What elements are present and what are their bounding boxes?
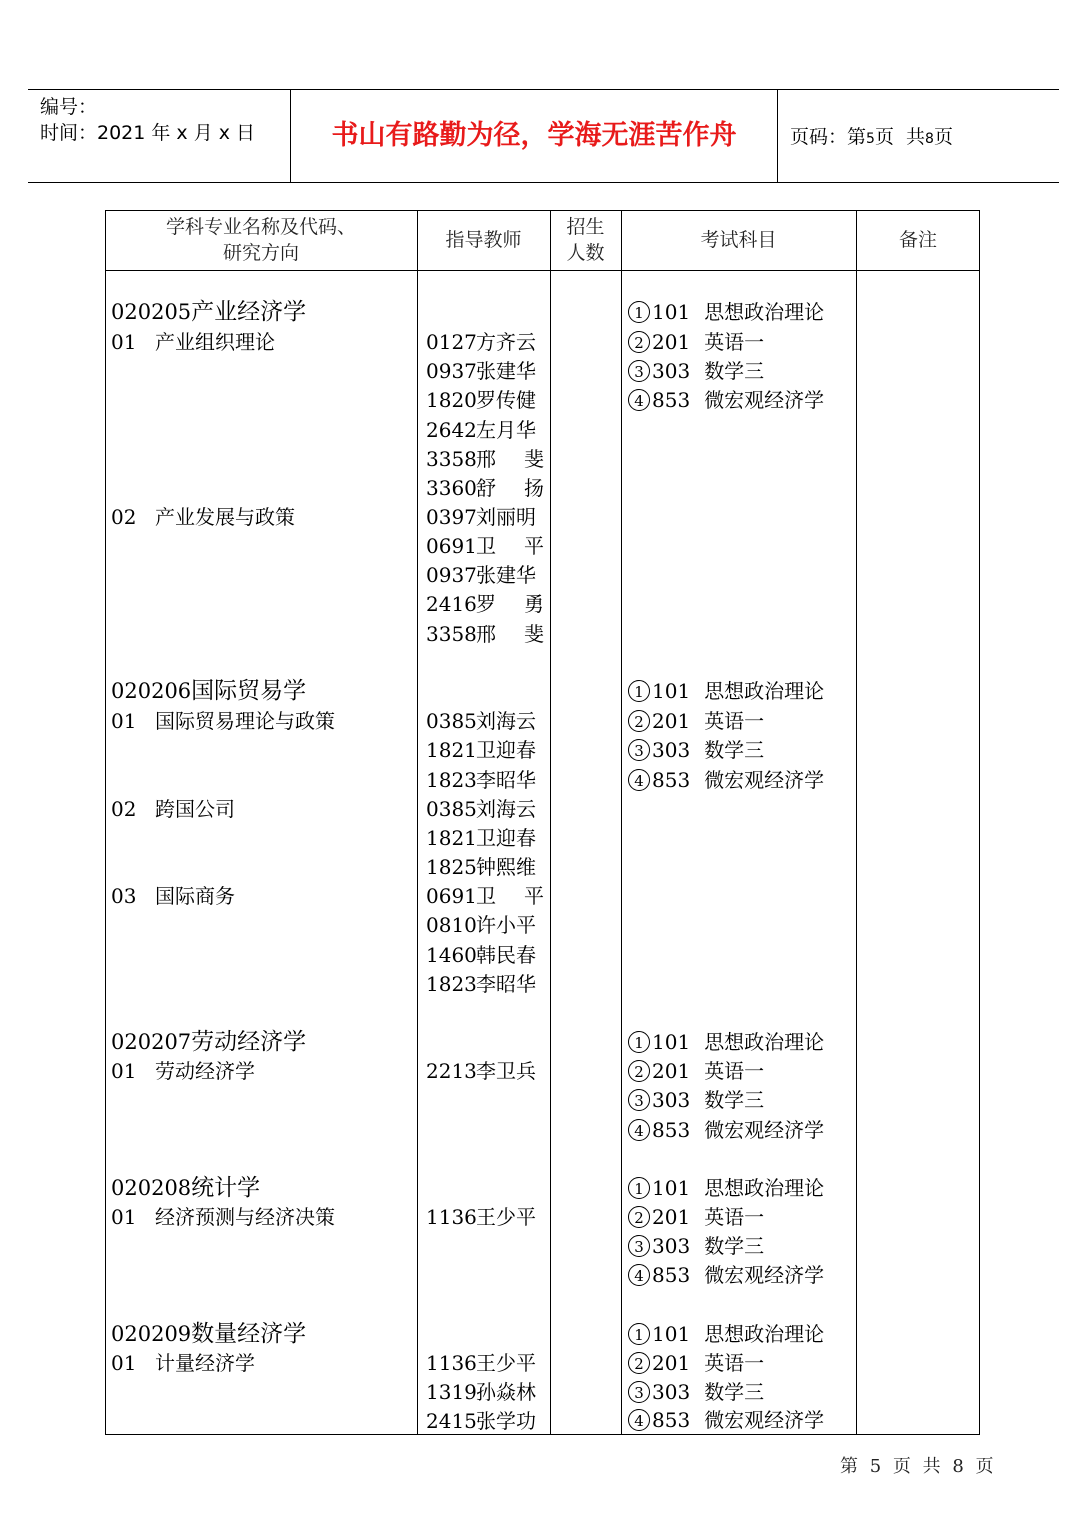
direction-item — [111, 503, 295, 532]
header-motto: 书山有路勤为径，学海无涯苦作舟 — [331, 120, 737, 151]
direction-no: 01 — [111, 1059, 137, 1083]
exam-subject: 思想政治理论 — [704, 1030, 825, 1054]
col-header-exam: 考试科目 — [700, 229, 777, 251]
advisor-code: 1136 — [426, 1205, 477, 1229]
col-header-enroll-line2: 人数 — [566, 242, 605, 264]
major-code: 020208 — [111, 1176, 192, 1200]
exam-item — [628, 1116, 824, 1145]
exam-index: 1 — [628, 1177, 650, 1199]
exam-item — [628, 1232, 764, 1261]
exam-subject: 微宏观经济学 — [704, 768, 825, 792]
advisor-item — [426, 532, 572, 561]
major-name: 产业经济学 — [191, 299, 307, 325]
advisor-code: 0691 — [426, 534, 477, 558]
advisor-code: 1823 — [426, 768, 477, 792]
major-code: 020209 — [111, 1322, 192, 1346]
exam-code: 101 — [652, 1176, 691, 1200]
advisor-item — [426, 590, 572, 619]
header-bottom-rule — [28, 182, 1059, 183]
direction-item — [111, 707, 335, 736]
advisor-name: 罗勇 — [476, 592, 572, 616]
advisor-name: 孙焱林 — [476, 1380, 536, 1404]
advisor-item — [426, 503, 536, 532]
exam-code: 101 — [652, 300, 691, 324]
advisor-name: 王少平 — [476, 1351, 536, 1375]
exam-subject: 微宏观经济学 — [704, 388, 825, 412]
exam-item — [628, 1174, 824, 1203]
exam-index: 3 — [628, 360, 650, 382]
advisor-item — [426, 445, 572, 474]
advisor-code: 1460 — [426, 943, 477, 967]
header-meta — [40, 94, 255, 146]
exam-item — [628, 736, 764, 765]
direction-item — [111, 1203, 335, 1232]
major-name: 统计学 — [191, 1175, 261, 1201]
advisor-item — [426, 766, 536, 795]
col-divider-2 — [550, 210, 551, 1435]
exam-code: 201 — [652, 1059, 691, 1083]
exam-subject: 数学三 — [704, 1234, 765, 1258]
page-total: 8 — [925, 131, 934, 147]
exam-code: 853 — [652, 1408, 691, 1432]
advisor-name: 邢斐 — [476, 622, 572, 646]
advisor-item — [426, 882, 572, 911]
direction-name: 劳动经济学 — [155, 1059, 255, 1083]
direction-item — [111, 795, 235, 824]
exam-code: 101 — [652, 1030, 691, 1054]
exam-item — [628, 1203, 764, 1232]
exam-code: 853 — [652, 768, 691, 792]
exam-item — [628, 1261, 824, 1290]
advisor-item — [426, 1203, 536, 1232]
advisor-code: 0385 — [426, 709, 477, 733]
exam-item — [628, 1086, 764, 1115]
major-name: 数量经济学 — [191, 1321, 307, 1347]
exam-subject: 数学三 — [704, 1380, 765, 1404]
major-title — [111, 1320, 306, 1349]
advisor-item — [426, 970, 536, 999]
exam-code: 201 — [652, 1205, 691, 1229]
advisor-name: 卫平 — [476, 884, 572, 908]
exam-subject: 数学三 — [704, 1088, 765, 1112]
exam-code: 853 — [652, 1263, 691, 1287]
direction-name: 跨国公司 — [155, 797, 235, 821]
advisor-code: 3358 — [426, 447, 477, 471]
exam-index: 4 — [628, 1409, 650, 1431]
exam-subject: 数学三 — [704, 738, 765, 762]
exam-item — [628, 677, 824, 706]
advisor-name: 卫迎春 — [476, 738, 536, 762]
exam-code: 201 — [652, 1351, 691, 1375]
advisor-code: 0937 — [426, 359, 477, 383]
col-divider-1 — [417, 210, 418, 1435]
advisor-item — [426, 561, 536, 590]
exam-code: 303 — [652, 1088, 691, 1112]
advisor-code: 3360 — [426, 476, 477, 500]
advisor-item — [426, 941, 536, 970]
advisor-item — [426, 824, 536, 853]
exam-index: 2 — [628, 1206, 650, 1228]
advisor-name: 罗传健 — [476, 388, 536, 412]
header-divider-right — [777, 89, 778, 182]
document-date: 时间：2021 年 x 月 x 日 — [40, 122, 256, 144]
exam-item — [628, 1406, 824, 1435]
exam-index: 4 — [628, 1119, 650, 1141]
page-prefix: 页码：第 — [790, 126, 867, 148]
exam-item — [628, 1028, 824, 1057]
exam-code: 201 — [652, 330, 691, 354]
advisor-code: 2642 — [426, 418, 477, 442]
advisor-code: 2213 — [426, 1059, 477, 1083]
direction-name: 产业组织理论 — [155, 330, 275, 354]
advisor-code: 0397 — [426, 505, 477, 529]
exam-subject: 英语一 — [704, 1059, 765, 1083]
page-footer: 第 5 页 共 8 页 — [840, 1456, 994, 1477]
direction-name: 产业发展与政策 — [155, 505, 295, 529]
exam-index: 2 — [628, 331, 650, 353]
advisor-item — [426, 386, 536, 415]
exam-subject: 思想政治理论 — [704, 1322, 825, 1346]
direction-item — [111, 1349, 255, 1378]
direction-name: 国际贸易理论与政策 — [155, 709, 335, 733]
advisor-item — [426, 853, 536, 882]
advisor-code: 2415 — [426, 1409, 477, 1433]
exam-index: 3 — [628, 1381, 650, 1403]
exam-item — [628, 1320, 824, 1349]
header-page-indicator — [790, 124, 953, 152]
advisor-code: 1825 — [426, 855, 477, 879]
direction-no: 01 — [111, 709, 137, 733]
advisor-item — [426, 1349, 536, 1378]
direction-no: 01 — [111, 1205, 137, 1229]
page-suffix: 页 — [933, 126, 953, 148]
advisor-item — [426, 1057, 536, 1086]
exam-item — [628, 298, 824, 327]
exam-index: 2 — [628, 1060, 650, 1082]
advisor-name: 邢斐 — [476, 447, 572, 471]
exam-subject: 英语一 — [704, 1205, 765, 1229]
advisor-name: 钟熙维 — [476, 855, 536, 879]
advisor-name: 刘海云 — [476, 709, 536, 733]
advisor-code: 1821 — [426, 738, 477, 762]
exam-index: 1 — [628, 680, 650, 702]
direction-no: 02 — [111, 505, 137, 529]
page-mid: 页 共 — [874, 126, 926, 148]
exam-subject: 微宏观经济学 — [704, 1118, 825, 1142]
advisor-code: 0127 — [426, 330, 477, 354]
exam-subject: 英语一 — [704, 1351, 765, 1375]
direction-no: 03 — [111, 884, 137, 908]
col-header-advisor: 指导教师 — [445, 229, 522, 251]
exam-subject: 思想政治理论 — [704, 679, 825, 703]
advisor-name: 左月华 — [476, 418, 536, 442]
advisor-name: 刘海云 — [476, 797, 536, 821]
advisor-code: 0691 — [426, 884, 477, 908]
col-divider-4 — [856, 210, 857, 1435]
major-title — [111, 677, 306, 706]
exam-code: 303 — [652, 1380, 691, 1404]
direction-no: 01 — [111, 330, 137, 354]
exam-code: 201 — [652, 709, 691, 733]
advisor-name: 张建华 — [476, 563, 536, 587]
advisor-name: 张建华 — [476, 359, 536, 383]
major-title — [111, 1174, 260, 1203]
exam-code: 853 — [652, 388, 691, 412]
col-header-major-line1: 学科专业名称及代码、 — [165, 216, 356, 238]
advisor-name: 方齐云 — [476, 330, 536, 354]
direction-item — [111, 882, 235, 911]
exam-code: 853 — [652, 1118, 691, 1142]
advisor-item — [426, 620, 572, 649]
exam-item — [628, 766, 824, 795]
advisor-item — [426, 1407, 536, 1436]
col-header-major-line2: 研究方向 — [222, 242, 299, 264]
advisor-item — [426, 474, 572, 503]
advisor-code: 1821 — [426, 826, 477, 850]
exam-item — [628, 707, 764, 736]
exam-index: 4 — [628, 769, 650, 791]
major-code: 020206 — [111, 679, 192, 703]
exam-item — [628, 1057, 764, 1086]
exam-item — [628, 1349, 764, 1378]
exam-item — [628, 1378, 764, 1407]
advisor-code: 1823 — [426, 972, 477, 996]
advisor-item — [426, 1378, 536, 1407]
major-name: 劳动经济学 — [191, 1029, 307, 1055]
exam-index: 1 — [628, 1323, 650, 1345]
page-number: 5 — [866, 131, 875, 147]
col-header-enroll-line1: 招生 — [566, 216, 605, 238]
exam-index: 3 — [628, 739, 650, 761]
major-title — [111, 1028, 306, 1057]
col-header-major — [105, 210, 417, 270]
major-title — [111, 298, 306, 327]
exam-index: 2 — [628, 710, 650, 732]
col-header-remarks: 备注 — [898, 229, 937, 251]
major-code: 020205 — [111, 300, 192, 324]
exam-index: 1 — [628, 1031, 650, 1053]
advisor-name: 卫平 — [476, 534, 572, 558]
advisor-name: 王少平 — [476, 1205, 536, 1229]
advisor-code: 1820 — [426, 388, 477, 412]
advisor-item — [426, 707, 536, 736]
direction-name: 计量经济学 — [155, 1351, 255, 1375]
advisor-name: 刘丽明 — [476, 505, 536, 529]
header-row-divider — [105, 270, 980, 271]
advisor-item — [426, 795, 536, 824]
exam-code: 303 — [652, 738, 691, 762]
exam-subject: 微宏观经济学 — [704, 1408, 825, 1432]
direction-no: 01 — [111, 1351, 137, 1375]
document-number-label: 编号： — [40, 96, 98, 118]
col-header-enroll — [550, 210, 621, 270]
advisor-name: 卫迎春 — [476, 826, 536, 850]
advisor-item — [426, 416, 536, 445]
exam-subject: 英语一 — [704, 709, 765, 733]
advisor-name: 张学功 — [476, 1409, 536, 1433]
advisor-code: 1319 — [426, 1380, 477, 1404]
exam-index: 4 — [628, 389, 650, 411]
advisor-code: 0385 — [426, 797, 477, 821]
advisor-name: 李昭华 — [476, 768, 536, 792]
exam-item — [628, 357, 764, 386]
direction-name: 经济预测与经济决策 — [155, 1205, 335, 1229]
advisor-item — [426, 736, 536, 765]
major-name: 国际贸易学 — [191, 678, 307, 704]
exam-code: 303 — [652, 1234, 691, 1258]
exam-index: 3 — [628, 1089, 650, 1111]
advisor-code: 2416 — [426, 592, 477, 616]
advisor-name: 韩民春 — [476, 943, 536, 967]
exam-code: 303 — [652, 359, 691, 383]
header-top-rule — [28, 89, 1059, 90]
exam-index: 4 — [628, 1264, 650, 1286]
advisor-name: 李卫兵 — [476, 1059, 536, 1083]
exam-subject: 英语一 — [704, 330, 765, 354]
direction-item — [111, 328, 275, 357]
exam-subject: 思想政治理论 — [704, 1176, 825, 1200]
advisor-code: 3358 — [426, 622, 477, 646]
exam-code: 101 — [652, 1322, 691, 1346]
col-divider-3 — [621, 210, 622, 1435]
advisor-item — [426, 911, 536, 940]
program-table — [105, 210, 980, 1435]
advisor-code: 1136 — [426, 1351, 477, 1375]
advisor-item — [426, 328, 536, 357]
direction-item — [111, 1057, 255, 1086]
exam-subject: 微宏观经济学 — [704, 1263, 825, 1287]
direction-name: 国际商务 — [155, 884, 235, 908]
exam-subject: 数学三 — [704, 359, 765, 383]
advisor-name: 李昭华 — [476, 972, 536, 996]
advisor-name: 许小平 — [476, 913, 536, 937]
advisor-code: 0810 — [426, 913, 477, 937]
exam-item — [628, 386, 824, 415]
exam-index: 1 — [628, 301, 650, 323]
direction-no: 02 — [111, 797, 137, 821]
exam-index: 3 — [628, 1235, 650, 1257]
exam-code: 101 — [652, 679, 691, 703]
major-code: 020207 — [111, 1030, 192, 1054]
exam-index: 2 — [628, 1352, 650, 1374]
advisor-item — [426, 357, 536, 386]
advisor-name: 舒扬 — [476, 476, 572, 500]
exam-item — [628, 328, 764, 357]
advisor-code: 0937 — [426, 563, 477, 587]
exam-subject: 思想政治理论 — [704, 300, 825, 324]
